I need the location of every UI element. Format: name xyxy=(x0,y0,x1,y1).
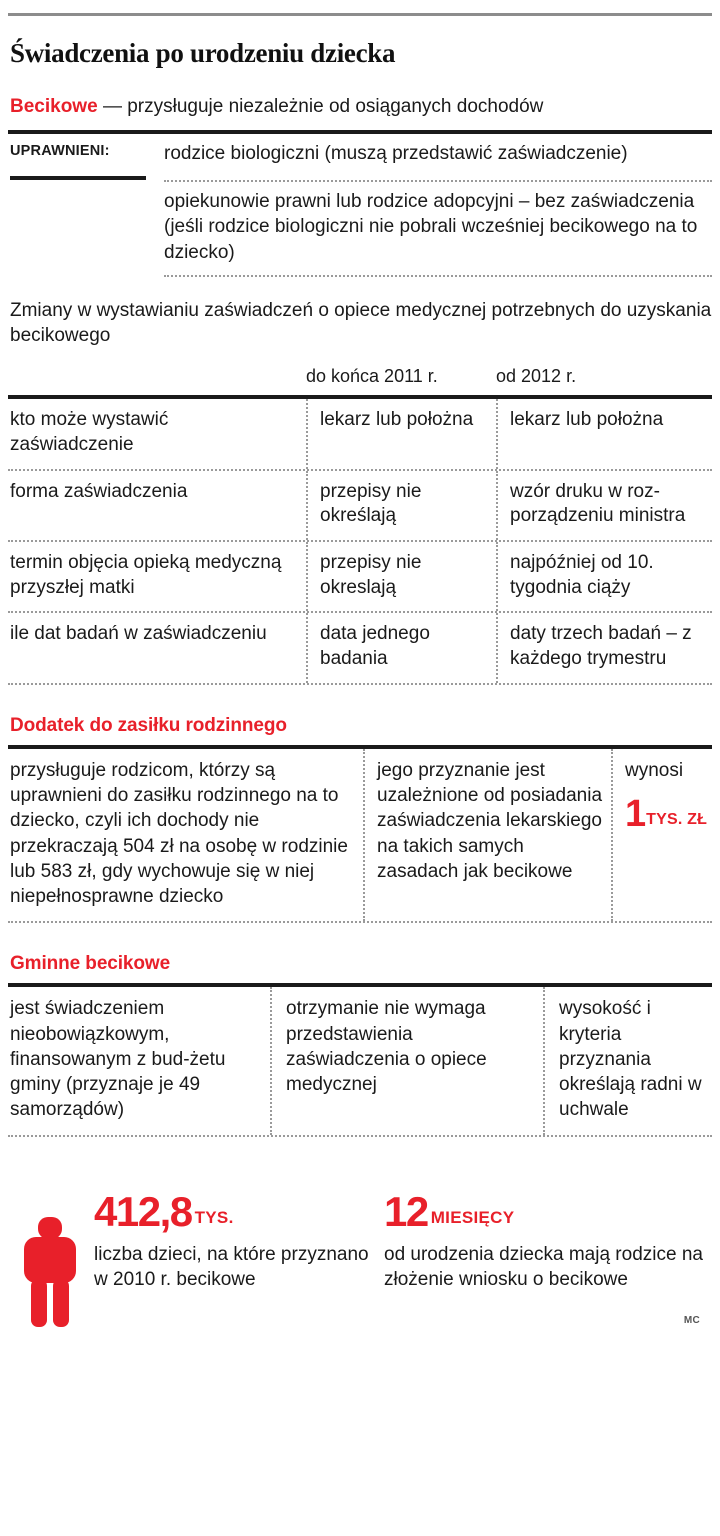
supplement-amount-value: 1 xyxy=(625,793,646,835)
comparison-header-cell-2 xyxy=(496,366,712,387)
section-gap xyxy=(8,923,712,953)
stat-number-children xyxy=(94,1187,384,1235)
stat-value: 412,8 xyxy=(94,1187,192,1235)
eligibility-label-underline xyxy=(10,176,146,180)
table-row xyxy=(8,542,712,613)
statistics-footer xyxy=(8,1183,712,1332)
row-criterion: forma zaświadczenia xyxy=(10,480,188,502)
row-value-before: przepisy nie okreslają xyxy=(306,542,496,611)
eligibility-block xyxy=(8,134,712,277)
comparison-col-label-before: do końca 2011 r. xyxy=(306,366,438,387)
author-credit: MC xyxy=(683,1314,700,1326)
top-rule xyxy=(8,13,712,16)
supplement-conditions: przysługuje rodzicom, którzy są uprawnieni do zasiłku rodzinnego na to dziecko, czyli ich dochody nie przekraczają 504 zł na osobę w rodzinie lub 583 zł, gdy wychowuje się w niej niepełnosprawne dziecko xyxy=(10,759,348,908)
table-row xyxy=(8,613,712,684)
page-title: Świadczenia po urodzeniu dziecka xyxy=(10,38,396,68)
supplement-requirements: jego przyznanie jest uzależnione od posiadania zaświadczenia lekarskiego na takich samych zasadach jak becikowe xyxy=(363,749,611,922)
eligibility-underline-col xyxy=(8,176,158,180)
comparison-table-header xyxy=(8,366,712,395)
supplement-amount-unit: TYS. ZŁ xyxy=(646,811,708,828)
stat-body-children xyxy=(94,1183,384,1292)
section-gap xyxy=(8,685,712,715)
municipal-heading: Gminne becikowe xyxy=(10,953,171,975)
table-row xyxy=(8,471,712,542)
eligibility-label-col xyxy=(8,134,158,159)
supplement-heading: Dodatek do zasiłku rodzinnego xyxy=(10,714,287,736)
row-value-before: lekarz lub położna xyxy=(306,399,496,468)
eligibility-text-col-2 xyxy=(158,182,712,275)
infographic-page xyxy=(0,13,720,1536)
comparison-table xyxy=(8,395,712,685)
stat-block-children xyxy=(12,1183,384,1332)
row-criterion: kto może wystawić zaświadczenie xyxy=(10,409,169,455)
table-row xyxy=(8,399,712,470)
municipal-criteria: wysokość i kryteria przyznania określają radni w uchwale xyxy=(543,987,712,1134)
supplement-amount-cell xyxy=(611,749,715,922)
eligibility-text-col-1 xyxy=(158,134,712,176)
municipal-nature: jest świadczeniem nieobowiązkowym, finansowanym z bud-żetu gminy (przyznaje je 49 samorządów) xyxy=(10,998,226,1121)
eligibility-label: UPRAWNIENI: xyxy=(10,142,110,159)
stat-description: od urodzenia dziecka mają rodzice na złożenie wniosku o becikowe xyxy=(384,1243,703,1290)
row-criterion: termin objęcia opieką medyczną przyszłej matki xyxy=(10,551,282,598)
municipal-table xyxy=(8,983,712,1136)
stat-suffix: TYS. xyxy=(194,1207,234,1227)
stat-body-deadline xyxy=(384,1183,712,1292)
person-icon xyxy=(18,1217,82,1332)
row-value-after: lekarz lub położna xyxy=(496,399,712,468)
supplement-amount-label: wynosi xyxy=(625,759,684,781)
comparison-header-cell-1 xyxy=(306,366,496,387)
intro-line xyxy=(10,96,712,119)
eligibility-dotted-divider-2 xyxy=(164,275,712,277)
intro-keyword: Becikowe xyxy=(10,96,98,117)
row-value-after: wzór druku w roz-porządzeniu ministra xyxy=(496,471,712,540)
row-value-before: data jednego badania xyxy=(306,613,496,682)
stat-value: 12 xyxy=(384,1187,428,1235)
supplement-table xyxy=(8,745,712,924)
row-value-before: przepisy nie określają xyxy=(306,471,496,540)
row-value-after: daty trzech badań – z każdego trymestru xyxy=(496,613,712,682)
changes-subhead: Zmiany w wystawianiu zaświadczeń o opiece medycznej potrzebnych do uzyskania becikowego xyxy=(10,299,712,346)
intro-rest: — przysługuje niezależnie od osiąganych dochodów xyxy=(102,96,544,117)
supplement-amount xyxy=(625,795,707,833)
eligibility-item-2: opiekunowie prawni lub rodzice adopcyjni – bez zaświadczenia (jeśli rodzice biologiczni nie pobrali wcześniej becikowego na to dziecko) xyxy=(164,191,698,263)
stat-description: liczba dzieci, na które przyznano w 2010 r. becikowe xyxy=(94,1243,369,1290)
row-value-after: najpóźniej od 10. tygodnia ciąży xyxy=(496,542,712,611)
stat-suffix: MIESIĘCY xyxy=(430,1207,515,1227)
municipal-requirements: otrzymanie nie wymaga przedstawienia zaświadczenia o opiece medycznej xyxy=(270,987,543,1134)
comparison-header-cell-0 xyxy=(8,366,306,387)
eligibility-item-1: rodzice biologiczni (muszą przedstawić zaświadczenie) xyxy=(164,142,628,164)
comparison-col-label-after: od 2012 r. xyxy=(496,366,577,387)
row-criterion: ile dat badań w zaświadczeniu xyxy=(10,623,267,645)
stat-block-deadline xyxy=(384,1183,712,1332)
stat-number-deadline xyxy=(384,1187,712,1235)
eligibility-row-1 xyxy=(8,134,712,176)
eligibility-row-2 xyxy=(8,182,712,275)
